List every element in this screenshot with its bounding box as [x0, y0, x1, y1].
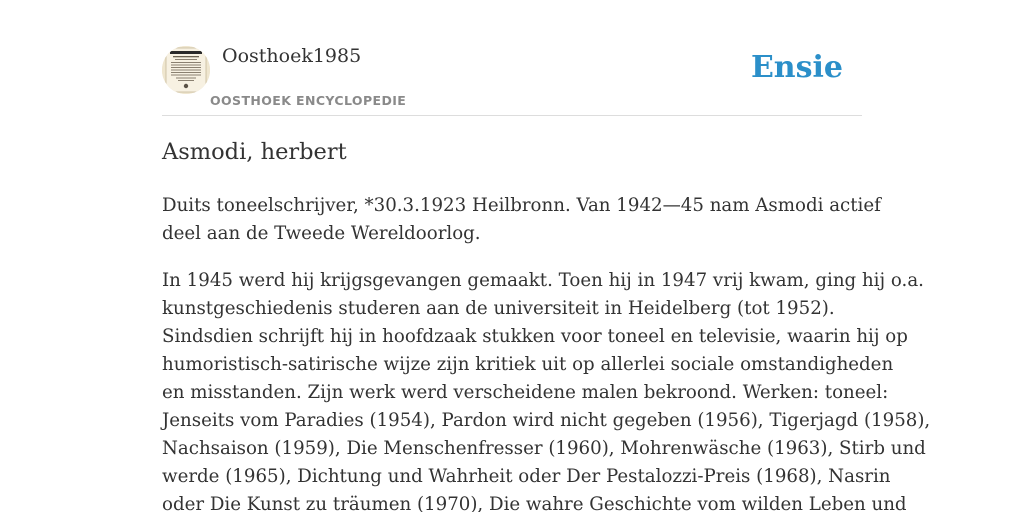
paragraph-line: kunstgeschiedenis studeren aan de universiteit in Heidelberg (tot 1952).: [162, 298, 835, 319]
avatar[interactable]: [162, 46, 210, 94]
header-divider: [162, 115, 862, 116]
article-paragraph: [162, 192, 881, 248]
user-name[interactable]: Oosthoek1985: [222, 45, 362, 67]
paragraph-line: Duits toneelschrijver, *30.3.1923 Heilbronn. Van 1942—45 nam Asmodi actief: [162, 195, 881, 216]
brand-logo[interactable]: Ensie: [750, 50, 843, 85]
paragraph-line: en misstanden. Zijn werk werd verscheidene malen bekroond. Werken: toneel:: [162, 382, 889, 403]
source-name[interactable]: OOSTHOEK ENCYCLOPEDIE: [210, 93, 407, 108]
paragraph-line: Sindsdien schrijft hij in hoofdzaak stukken voor toneel en televisie, waarin hij op: [162, 326, 908, 347]
paragraph-line: oder Die Kunst zu träumen (1970), Die wahre Geschichte vom wilden Leben und: [162, 494, 907, 512]
paragraph-line: Jenseits vom Paradies (1954), Pardon wird nicht gegeben (1956), Tigerjagd (1958),: [162, 410, 931, 431]
paragraph-line: werde (1965), Dichtung und Wahrheit oder Der Pestalozzi-Preis (1968), Nasrin: [162, 466, 891, 487]
paragraph-line: In 1945 werd hij krijgsgevangen gemaakt. Toen hij in 1947 vrij kwam, ging hij o.a.: [162, 270, 924, 291]
article-title: Asmodi, herbert: [162, 139, 347, 165]
paragraph-line: Nachsaison (1959), Die Menschenfresser (1960), Mohrenwäsche (1963), Stirb und: [162, 438, 926, 459]
paragraph-line: humoristisch-satirische wijze zijn kritiek uit op allerlei sociale omstandigheden: [162, 354, 894, 375]
article-paragraph: [162, 267, 931, 512]
book-title-page-icon: [162, 46, 210, 94]
paragraph-line: deel aan de Tweede Wereldoorlog.: [162, 223, 481, 244]
